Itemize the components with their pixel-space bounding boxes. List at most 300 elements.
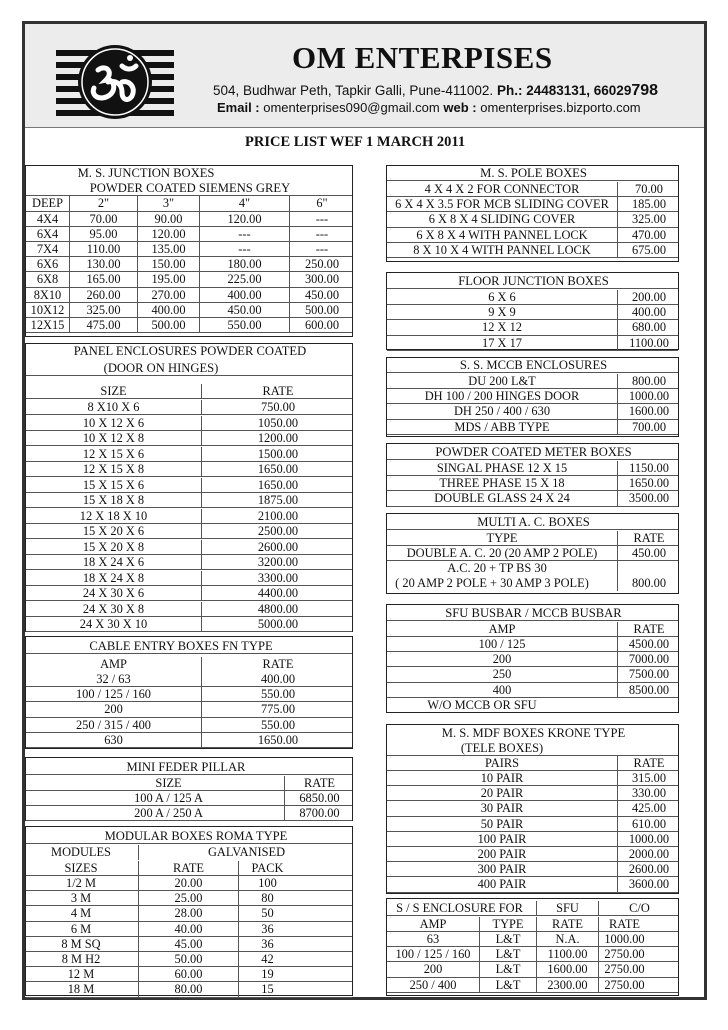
table-row xyxy=(387,182,678,197)
section-subtitle: POWDER COATED SIEMENS GREY xyxy=(26,181,352,196)
table-cell: 19 xyxy=(238,967,296,981)
table-cell: 100 PAIR xyxy=(477,831,527,846)
table-cell: 550.00 xyxy=(201,687,354,701)
table-row xyxy=(387,461,678,476)
table-cell: 150.00 xyxy=(137,257,199,271)
table-cell: 17 X 17 xyxy=(482,335,522,350)
table-cell: 15 X 18 X 8 xyxy=(82,493,145,507)
table-cell: 24 X 30 X 8 xyxy=(82,601,145,616)
table-cell: 9 X 9 xyxy=(488,305,516,320)
table-row xyxy=(26,288,352,303)
table-cell: 30 PAIR xyxy=(480,801,524,816)
table-header: SIZE RATE xyxy=(26,776,352,791)
phone: 24483131, 66029 xyxy=(526,83,632,98)
table-cell: 18 M xyxy=(67,982,95,997)
table-header: TYPE RATE xyxy=(387,531,678,546)
table-cell: 80.00 xyxy=(138,982,238,996)
table-cell: 400.00 xyxy=(137,303,199,317)
table-cell: 200 PAIR xyxy=(477,847,527,861)
table-row xyxy=(387,683,678,698)
table-row xyxy=(387,877,678,892)
table-cell: 2500.00 xyxy=(201,524,354,538)
table-cell: 8 M H2 xyxy=(61,952,101,966)
table-cell: 775.00 xyxy=(201,702,354,716)
table-row xyxy=(26,462,352,477)
table-cell: --- xyxy=(289,242,354,256)
table-cell: 4 X 4 X 2 FOR CONNECTOR xyxy=(424,182,580,196)
table-cell: 475.00 xyxy=(69,318,137,332)
table-header: AMP RATE xyxy=(26,657,352,672)
table-cell: 2300.00 xyxy=(536,978,598,992)
table-cell: 750.00 xyxy=(201,400,354,414)
table-row xyxy=(26,952,352,967)
table-cell: 7X4 xyxy=(36,242,59,256)
table-header: AMP TYPE RATE RATE xyxy=(387,917,678,932)
table-cell: 315.00 xyxy=(617,771,680,785)
table-cell: 700.00 xyxy=(617,420,680,434)
table-cell: 90.00 xyxy=(137,212,199,226)
table-cell: 250 / 315 / 400 xyxy=(75,717,152,732)
table-cell: 200 xyxy=(492,652,512,667)
table-cell: 3200.00 xyxy=(201,555,354,569)
table-cell: 24 X 30 X 10 xyxy=(79,617,148,631)
table-cell: 325.00 xyxy=(69,303,137,317)
web-label: web : xyxy=(443,100,477,115)
table-cell: 1200.00 xyxy=(201,431,354,445)
table-row xyxy=(387,847,678,862)
table-cell: 80 xyxy=(238,891,296,905)
section-title: POWDER COATED METER BOXES xyxy=(387,445,678,460)
section-title: MINI FEDER PILLAR xyxy=(26,760,352,775)
table-row xyxy=(26,303,352,318)
table-cell: 2100.00 xyxy=(201,509,354,523)
table-row xyxy=(26,212,352,227)
table-cell: 270.00 xyxy=(137,288,199,302)
contact-line xyxy=(217,100,641,115)
table-row xyxy=(387,476,678,491)
table-cell: 12 X 12 xyxy=(482,320,522,335)
table-cell: 8 M SQ xyxy=(61,936,101,951)
table-row xyxy=(387,932,678,947)
table-row xyxy=(26,416,352,431)
table-row xyxy=(387,771,678,786)
ms-pole-table xyxy=(386,165,679,262)
table-cell: 18 X 24 X 6 xyxy=(82,555,145,569)
table-cell: 8X10 xyxy=(33,287,62,302)
table-cell: 425.00 xyxy=(617,801,680,815)
table-cell: 680.00 xyxy=(617,320,680,334)
om-logo xyxy=(56,40,174,122)
table-cell: 1100.00 xyxy=(536,947,598,961)
table-cell: 195.00 xyxy=(137,272,199,286)
table-cell: 1000.00 xyxy=(598,932,650,946)
table-cell: 180.00 xyxy=(199,257,289,271)
table-cell: 500.00 xyxy=(289,303,354,317)
table-cell: THREE PHASE 15 X 18 xyxy=(439,476,565,491)
section-subtitle: (DOOR ON HINGES) xyxy=(26,361,352,376)
table-cell: 330.00 xyxy=(617,786,680,800)
table-cell: 100 xyxy=(238,876,296,890)
section-title: SFU BUSBAR / MCCB BUSBAR xyxy=(387,606,678,621)
table-cell: 42 xyxy=(238,952,296,966)
table-cell: 675.00 xyxy=(617,243,680,257)
table-cell: 260.00 xyxy=(69,288,137,302)
ss-mccb-table xyxy=(386,357,679,437)
table-cell: 550.00 xyxy=(201,718,354,732)
table-cell: 6850.00 xyxy=(284,791,354,805)
table-row xyxy=(26,242,352,257)
table-cell: 300 PAIR xyxy=(477,862,527,877)
company-name: OM ENTERPISES xyxy=(292,40,553,75)
table-cell: 185.00 xyxy=(617,197,680,211)
multi-ac-table xyxy=(386,513,679,594)
table-cell: 50 PAIR xyxy=(480,816,524,831)
price-list-title: PRICE LIST WEF 1 MARCH 2011 xyxy=(245,134,466,150)
table-row xyxy=(387,491,678,506)
table-cell: 400.00 xyxy=(201,672,354,686)
table-header: SIZES RATE PACK xyxy=(26,861,352,876)
table-cell: 100 A / 125 A xyxy=(134,791,203,805)
table-cell: 6X4 xyxy=(36,226,59,241)
table-cell: 200 xyxy=(423,962,443,977)
table-cell: MDS / ABB TYPE xyxy=(454,419,550,434)
email-label: Email : xyxy=(217,100,260,115)
table-row xyxy=(26,702,352,717)
table-cell: --- xyxy=(289,212,354,226)
table-cell: 10 X 12 X 6 xyxy=(82,415,145,430)
table-cell: 4800.00 xyxy=(201,602,354,616)
table-cell: 250 / 400 xyxy=(409,977,457,992)
table-cell: 470.00 xyxy=(617,228,680,242)
table-cell: L&T xyxy=(479,932,536,946)
table-row xyxy=(26,967,352,982)
table-cell: 10 PAIR xyxy=(480,771,524,785)
table-row xyxy=(387,320,678,335)
table-cell: 2600.00 xyxy=(617,862,680,876)
table-row xyxy=(387,962,678,977)
table-cell: 12X15 xyxy=(30,318,65,332)
table-cell: 12 M xyxy=(67,967,95,982)
table-row xyxy=(26,493,352,508)
table-cell: 110.00 xyxy=(69,242,137,256)
table-row xyxy=(26,447,352,462)
table-cell: 25.00 xyxy=(138,891,238,905)
table-row xyxy=(387,637,678,652)
email: omenterprises090@gmail.com xyxy=(263,100,440,115)
table-cell: 200.00 xyxy=(617,290,680,304)
table-cell: 6 X 4 X 3.5 FOR MCB SLIDING COVER xyxy=(395,197,609,212)
section-title: MODULAR BOXES ROMA TYPE xyxy=(26,829,352,844)
table-cell: 165.00 xyxy=(69,272,137,286)
table-cell: 3500.00 xyxy=(617,491,680,505)
table-cell: L&T xyxy=(479,947,536,961)
table-cell: 1600.00 xyxy=(536,962,598,976)
table-row xyxy=(387,786,678,801)
table-row xyxy=(26,733,352,748)
table-cell: 8500.00 xyxy=(617,683,680,697)
cable-entry-table xyxy=(25,636,353,749)
table-cell: DH 250 / 400 / 630 xyxy=(453,404,551,419)
table-row xyxy=(387,305,678,320)
table-cell: 120.00 xyxy=(137,227,199,241)
table-cell: 5000.00 xyxy=(201,617,354,631)
table-header: AMP RATE xyxy=(387,622,678,637)
table-cell: 2750.00 xyxy=(598,962,650,976)
ss-enclosure-table xyxy=(386,898,679,996)
table-cell: L&T xyxy=(479,978,536,992)
table-row xyxy=(26,687,352,702)
table-header: SIZE RATE xyxy=(26,384,352,399)
table-cell: 450.00 xyxy=(289,288,354,302)
table-row xyxy=(387,404,678,419)
table-cell: 4 M xyxy=(70,906,92,921)
table-cell: 8700.00 xyxy=(284,806,354,820)
table-cell: 550.00 xyxy=(199,318,289,332)
section-title: M. S. JUNCTION BOXES xyxy=(77,166,215,180)
table-cell: 1100.00 xyxy=(617,336,680,350)
table-row xyxy=(26,982,352,997)
table-row xyxy=(387,862,678,877)
section-title: PANEL ENCLOSURES POWDER COATED xyxy=(73,344,307,358)
table-cell: 135.00 xyxy=(137,242,199,256)
table-cell: 400.00 xyxy=(199,288,289,302)
table-row xyxy=(26,509,352,524)
table-cell: 2000.00 xyxy=(617,847,680,861)
table-row xyxy=(26,524,352,539)
table-row xyxy=(387,374,678,389)
table-cell: 250 xyxy=(492,667,512,682)
table-cell: --- xyxy=(289,227,354,241)
table-row xyxy=(26,906,352,921)
table-cell: 4X4 xyxy=(36,211,59,226)
table-cell: 36 xyxy=(238,937,296,951)
table-cell: 6 X 8 X 4 WITH PANNEL LOCK xyxy=(416,227,588,242)
section-title: FLOOR JUNCTION BOXES xyxy=(387,274,678,289)
table-row xyxy=(387,947,678,962)
sfu-busbar-table xyxy=(386,604,679,713)
table-cell: 800.00 xyxy=(617,374,680,388)
table-cell: 60.00 xyxy=(138,967,238,981)
table-cell: 20.00 xyxy=(138,876,238,890)
table-row xyxy=(26,602,352,617)
table-cell: 10X12 xyxy=(30,302,65,317)
table-cell: 18 X 24 X 8 xyxy=(82,570,145,585)
table-cell: 200 xyxy=(104,702,123,717)
section-subtitle: (TELE BOXES) xyxy=(387,741,678,756)
table-cell: 28.00 xyxy=(138,906,238,920)
table-row xyxy=(26,318,352,333)
table-cell: 6 M xyxy=(70,921,92,936)
ms-junction-table xyxy=(25,165,353,337)
table-cell: 3300.00 xyxy=(201,571,354,585)
table-cell: 325.00 xyxy=(617,212,680,226)
table-row xyxy=(387,228,678,243)
table-cell: 250.00 xyxy=(289,257,354,271)
table-cell: 1000.00 xyxy=(617,389,680,403)
modules-header: MODULES GALVANISED xyxy=(26,845,352,860)
table-cell: DOUBLE GLASS 24 X 24 xyxy=(434,491,570,506)
table-cell: 6 X 8 X 4 SLIDING COVER xyxy=(428,212,576,227)
table-cell: 450.00 xyxy=(199,303,289,317)
table-cell: DH 100 / 200 HINGES DOOR xyxy=(424,389,580,404)
address: 504, Budhwar Peth, Tapkir Galli, Pune-411002. xyxy=(213,83,494,98)
mdf-boxes-table xyxy=(386,724,679,894)
table-cell: 10 X 12 X 8 xyxy=(82,431,145,445)
table-cell: 20 PAIR xyxy=(480,786,524,801)
table-row xyxy=(26,586,352,601)
modular-boxes-table xyxy=(25,826,353,996)
table-cell: 15 X 15 X 6 xyxy=(82,477,145,492)
table-cell: N.A. xyxy=(536,932,598,946)
table-cell: 45.00 xyxy=(138,937,238,951)
table-row: A.C. 20 + TP BS 30 xyxy=(387,561,678,576)
table-cell: 6 X 6 xyxy=(488,290,516,304)
table-cell: 400 xyxy=(492,682,512,697)
section-title: CABLE ENTRY BOXES FN TYPE xyxy=(26,639,352,654)
table-cell: 200 A / 250 A xyxy=(134,806,203,821)
table-cell: 2750.00 xyxy=(598,978,650,992)
table-cell: L&T xyxy=(479,962,536,976)
table-row xyxy=(26,272,352,287)
table-cell: 600.00 xyxy=(289,318,354,332)
table-cell: 1000.00 xyxy=(617,832,680,846)
phone-tail: 798 xyxy=(631,82,659,99)
table-cell: 12 X 18 X 10 xyxy=(79,508,148,523)
table-cell: 300.00 xyxy=(289,272,354,286)
section-title: S / S ENCLOSURE FOR SFU C/O xyxy=(387,901,678,916)
table-row xyxy=(26,672,352,687)
table-row xyxy=(26,617,352,632)
table-row xyxy=(387,197,678,212)
table-cell: 15 xyxy=(238,982,296,996)
table-row xyxy=(26,431,352,446)
table-header: PAIRS RATE xyxy=(387,756,678,771)
table-cell: 100 / 125 / 160 xyxy=(75,687,152,702)
meter-boxes-table xyxy=(386,443,679,507)
table-cell: 400.00 xyxy=(617,305,680,319)
section-title: M. S. POLE BOXES xyxy=(387,166,678,181)
table-cell: 100 / 125 / 160 xyxy=(395,947,471,962)
table-cell: 8 X10 X 6 xyxy=(87,400,140,414)
table-row: ( 20 AMP 2 POLE + 30 AMP 3 POLE) 800.00 xyxy=(387,576,678,591)
table-cell: 3 M xyxy=(70,891,92,906)
table-cell: 70.00 xyxy=(69,212,137,226)
table-cell: 7000.00 xyxy=(617,652,680,666)
table-row xyxy=(26,718,352,733)
table-cell: 50 xyxy=(238,906,296,920)
table-cell: 12 X 15 X 8 xyxy=(82,462,145,476)
table-row xyxy=(387,817,678,832)
table-cell: 4500.00 xyxy=(617,637,680,651)
table-cell: 4400.00 xyxy=(201,586,354,600)
table-row xyxy=(387,978,678,993)
table-cell: 1600.00 xyxy=(617,404,680,418)
table-row xyxy=(26,891,352,906)
table-cell: 50.00 xyxy=(138,952,238,966)
floor-junction-table xyxy=(386,272,679,350)
table-row xyxy=(26,400,352,415)
table-cell: 1650.00 xyxy=(201,462,354,476)
table-cell: 36 xyxy=(238,922,296,936)
table-cell: 1650.00 xyxy=(617,476,680,490)
table-cell: 225.00 xyxy=(199,272,289,286)
table-row xyxy=(26,257,352,272)
sfu-note: W/O MCCB OR SFU xyxy=(427,698,537,712)
table-cell: 1150.00 xyxy=(617,461,680,475)
table-cell: 1500.00 xyxy=(201,447,354,461)
table-row xyxy=(26,876,352,891)
table-row xyxy=(387,652,678,667)
table-cell: 32 / 63 xyxy=(96,672,131,686)
table-row xyxy=(26,555,352,570)
table-cell: --- xyxy=(199,227,289,241)
section-title: MULTI A. C. BOXES xyxy=(387,515,678,530)
table-row xyxy=(26,227,352,242)
table-row xyxy=(26,806,352,821)
mini-feder-table xyxy=(25,757,353,821)
phone-label: Ph.: xyxy=(496,83,523,98)
table-cell: 24 X 30 X 6 xyxy=(82,586,145,600)
table-cell: 3600.00 xyxy=(617,877,680,891)
table-cell: 1650.00 xyxy=(201,478,354,492)
table-cell: 7500.00 xyxy=(617,667,680,681)
table-cell: 6X6 xyxy=(36,257,59,272)
table-cell: 2600.00 xyxy=(201,540,354,554)
table-cell: DU 200 L&T xyxy=(468,374,536,388)
table-cell: --- xyxy=(199,242,289,256)
table-cell: 400 PAIR xyxy=(477,877,527,892)
table-cell: 12 X 15 X 6 xyxy=(82,446,145,461)
table-row xyxy=(387,801,678,816)
table-cell: 500.00 xyxy=(137,318,199,332)
table-cell: 40.00 xyxy=(138,922,238,936)
table-row xyxy=(387,420,678,435)
address-line xyxy=(213,82,658,100)
table-row xyxy=(26,791,352,806)
table-row: DOUBLE A. C. 20 (20 AMP 2 POLE) 450.00 xyxy=(387,546,678,561)
table-row xyxy=(26,478,352,493)
table-cell: 1875.00 xyxy=(201,493,354,507)
table-row xyxy=(387,212,678,227)
table-cell: 95.00 xyxy=(69,227,137,241)
table-cell: 1050.00 xyxy=(201,416,354,430)
panel-enclosures-table xyxy=(25,343,353,632)
table-row xyxy=(387,243,678,258)
table-cell: 70.00 xyxy=(617,182,680,196)
table-cell: 1650.00 xyxy=(201,733,354,747)
table-row xyxy=(387,290,678,305)
table-cell: 2750.00 xyxy=(598,947,650,961)
table-row xyxy=(387,389,678,404)
table-row xyxy=(26,540,352,555)
table-cell: 130.00 xyxy=(69,257,137,271)
section-title: S. S. MCCB ENCLOSURES xyxy=(387,358,678,373)
table-header: DEEP 2" 3" 4" 6" xyxy=(26,196,352,211)
table-cell: 630 xyxy=(104,732,123,747)
table-row xyxy=(26,571,352,586)
table-row xyxy=(387,667,678,682)
table-cell: SINGAL PHASE 12 X 15 xyxy=(436,461,568,475)
table-row xyxy=(26,922,352,937)
table-cell: 15 X 20 X 6 xyxy=(82,524,145,538)
table-cell: 8 X 10 X 4 WITH PANNEL LOCK xyxy=(413,242,591,257)
table-cell: 100 / 125 xyxy=(478,637,526,651)
table-row xyxy=(26,937,352,952)
website: omenterprises.bizporto.com xyxy=(480,100,641,115)
table-cell: 1/2 M xyxy=(66,876,96,890)
table-row xyxy=(387,336,678,351)
section-title: M. S. MDF BOXES KRONE TYPE xyxy=(441,726,626,740)
